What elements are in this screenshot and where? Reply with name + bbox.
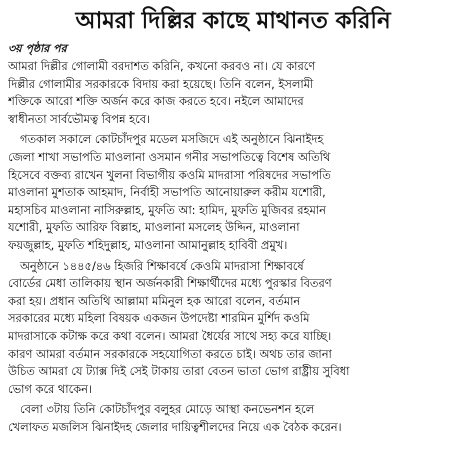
text-line: খেলাফত মজলিস ঝিনাইদহ জেলার দায়িত্বশীলদের নিয়ে এক বৈঠক করেন। — [8, 419, 342, 434]
paragraph — [8, 58, 458, 128]
text-line: কারণ আমরা বর্তমান সরকারকে সহযোগিতা করতে চাই। অথচ তার জানা — [8, 346, 332, 361]
text-line: হিসেবে বক্তব্য রাখেন খুলনা বিভাগীয় কওমি মাদরাসা পরিষদের সভাপতি — [8, 167, 331, 182]
text-line: বেলা ৩টায় তিনি কোটচাঁদপুর বলুহর মোড়ে আস্থা কনভেনশন হলে — [20, 402, 315, 417]
text-line: ফয়জুল্লাহ, মুফতি শহিদুল্লাহ, মাওলানা আমানুল্লাহ হাবিবী প্রমুখ। — [8, 237, 288, 252]
text-line: করা হয়। প্রধান অতিথি আল্লামা মমিনুল হক আরো বলেন, বর্তমান — [8, 293, 301, 308]
continued-from-page-3: ৩য় পৃষ্ঠার পর — [8, 42, 67, 55]
text-line: মাদরাসাকে কটাক্ষ করে কথা বলেন। আমরা ধৈর্যের সাথে সহ্য করে যাচ্ছি। — [8, 328, 332, 343]
paragraph — [8, 131, 458, 254]
text-line: দিল্লীর গোলামীর সরকারকে বিদায় করা হয়েছে। তিনি বলেন, ইসলামী — [8, 76, 314, 91]
text-line: ভোগ করে থাকেন। — [8, 381, 93, 396]
text-line: সরকারের মধ্যে মহিলা বিষয়ক একজন উপদেষ্টা শারমিন মুর্শিদ কওমি — [8, 311, 310, 326]
text-line: গতকাল সকালে কোটচাঁদপুর মডেল মসজিদে এই অনুষ্ঠানে ঝিনাইদহ — [20, 132, 324, 147]
text-line: আমরা দিল্লীর গোলামী বরদাশত করিনি, কখনো করবও না। যে কারণে — [8, 59, 316, 73]
headline: আমরা দিল্লির কাছে মাথানত করিনি — [75, 8, 391, 34]
text-line: উচিত আমরা যে ট্যাক্স দিই সেই টাকায় তারা বেতন ভাতা ভোগ রাষ্ট্রীয় সুবিধা — [8, 364, 350, 379]
text-line: স্বাধীনতা সার্বভৌমত্ব বিপন্ন হবে। — [8, 111, 151, 126]
text-line: যশোরী, মুফতি আরিফ বিল্লাহ, মাওলানা মসলেহ উদ্দিন, মাওলানা — [8, 220, 300, 235]
paragraph — [8, 258, 458, 399]
paragraph — [8, 401, 458, 436]
text-line: মাওলানা মুশতাক আহমাদ, নির্বাহী সভাপতি আনোয়ারুল করীম যশোরী, — [8, 185, 326, 200]
text-line: শক্তিকে আরো শক্তি অর্জন করে কাজ করতে হবে। নইলে আমাদের — [8, 94, 304, 109]
text-line: বোর্ডের মেধা তালিকায় স্থান অর্জনকারী শিক্ষার্থীদের মধ্যে পুরস্কার বিতরণ — [8, 276, 332, 291]
text-line: অনুষ্ঠানে ১৪৪৫/৪৬ হিজরি শিক্ষাবর্ষে কেওমি মাদরাসা শিক্ষাবর্ষে — [20, 258, 304, 273]
text-line: মহাসচিব মাওলানা নাসিরুল্লাহ, মুফতি আ: হামিদ, মুফতি মুজিবর রহমান — [8, 202, 326, 217]
text-line: জেলা শাখা সভাপতি মাওলানা ওসমান গনীর সভাপতিত্বে বিশেষ অতিথি — [8, 149, 331, 164]
